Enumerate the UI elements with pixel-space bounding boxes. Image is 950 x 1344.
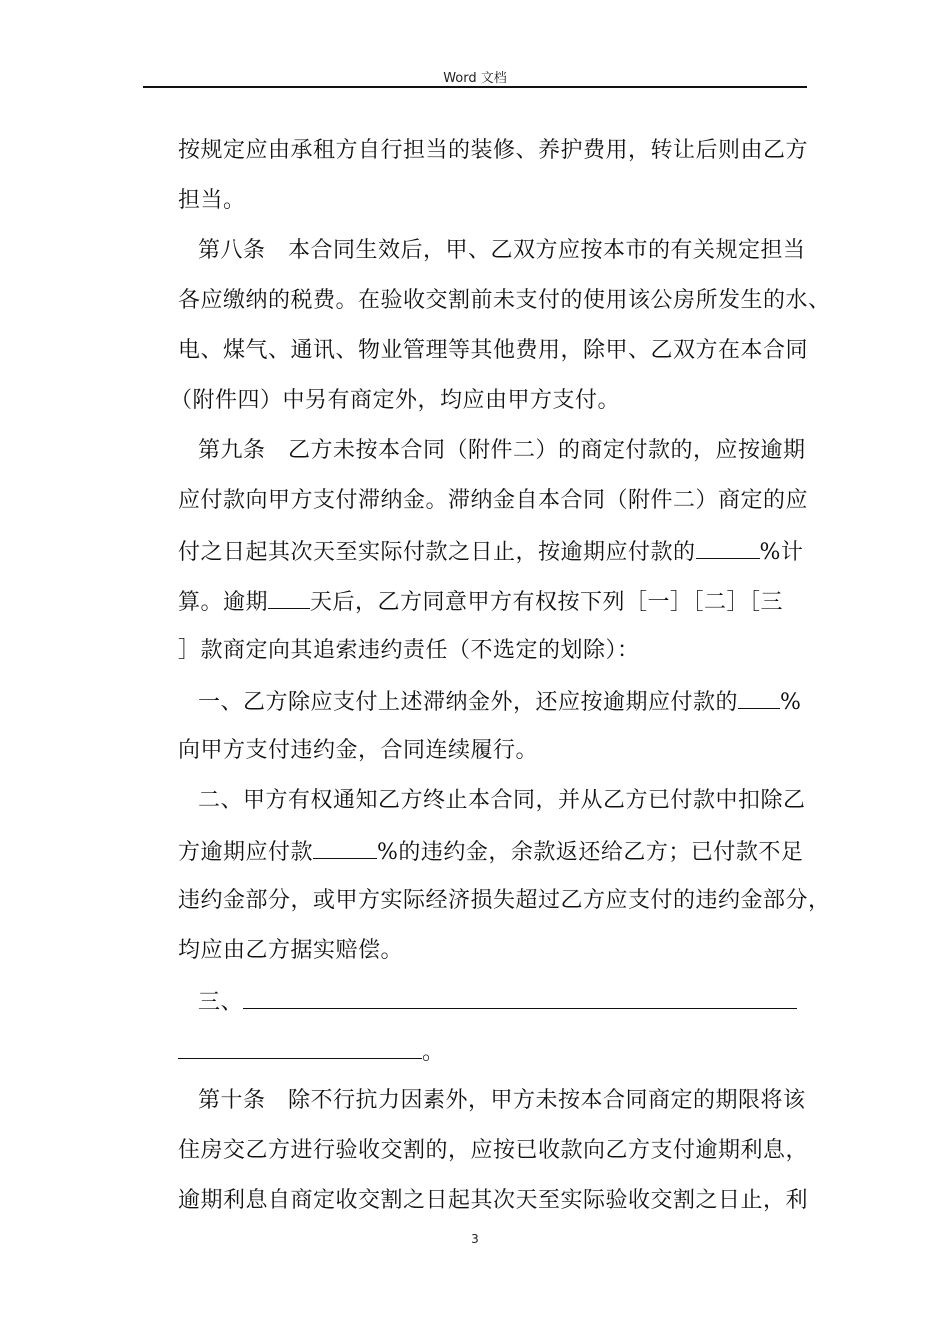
- line-text: %: [780, 690, 802, 715]
- line-text: 。: [422, 1040, 445, 1065]
- body-line: 住房交乙方进行验收交割的，应按已收款向乙方支付逾期利息，: [178, 1138, 809, 1163]
- body-line: 违约金部分，或甲方实际经济损失超过乙方应支付的违约金部分，: [178, 888, 831, 913]
- line-text: 方逾期应付款: [178, 840, 314, 865]
- article-10-line: 第十条 除不行抗力因素外，甲方未按本合同商定的期限将该: [198, 1088, 806, 1113]
- header-divider: [143, 86, 807, 88]
- line-text: %的违约金，余款返还给乙方；已付款不足: [377, 840, 804, 865]
- fill-in-blank[interactable]: [313, 836, 377, 859]
- body-line: （附件四）中另有商定外，均应由甲方支付。: [170, 388, 621, 413]
- body-line-with-blank: [178, 586, 818, 618]
- clause-3-line: [198, 986, 838, 1018]
- page-header-title: Word 文档: [443, 71, 507, 86]
- fill-in-blank[interactable]: [696, 536, 760, 559]
- line-text: %计: [759, 540, 804, 565]
- line-text: 一、乙方除应支付上述滞纳金外，还应按逾期应付款的: [198, 690, 739, 715]
- body-line: 逾期利息自商定收交割之日起其次天至实际验收交割之日止，利: [178, 1188, 809, 1213]
- clause-2-line: 二、甲方有权通知乙方终止本合同，并从乙方已付款中扣除乙: [198, 788, 806, 813]
- article-8-line: 第八条 本合同生效后，甲、乙双方应按本市的有关规定担当: [198, 238, 806, 263]
- body-line: 各应缴纳的税费。在验收交割前未支付的使用该公房所发生的水、: [178, 288, 831, 313]
- line-text: 付之日起其次天至实际付款之日止，按逾期应付款的: [178, 540, 696, 565]
- body-line: 按规定应由承租方自行担当的装修、养护费用，转让后则由乙方: [178, 138, 809, 163]
- body-line: 应付款向甲方支付滞纳金。滞纳金自本合同（附件二）商定的应: [178, 488, 809, 513]
- fill-in-blank[interactable]: [178, 1036, 422, 1059]
- body-line: 向甲方支付违约金，合同连续履行。: [178, 738, 539, 763]
- line-text: 算。逾期: [178, 590, 269, 615]
- body-line-with-blank: [178, 836, 818, 868]
- line-text: 天后，乙方同意甲方有权按下列［一］［二］［三: [310, 590, 784, 615]
- clause-3-continuation: [178, 1036, 818, 1068]
- fill-in-blank-long[interactable]: [243, 986, 797, 1009]
- fill-in-blank[interactable]: [738, 686, 780, 709]
- clause-1-line: [198, 686, 838, 718]
- body-line: ］款商定向其追索违约责任（不选定的划除）：: [178, 638, 640, 663]
- body-line: 担当。: [178, 188, 246, 213]
- body-line: 电、煤气、通讯、物业管理等其他费用，除甲、乙双方在本合同: [178, 338, 809, 363]
- page-number: 3: [471, 1232, 479, 1246]
- line-text: 三、: [198, 990, 244, 1015]
- fill-in-blank[interactable]: [268, 586, 310, 609]
- body-line-with-blank: [178, 536, 818, 568]
- body-line: 均应由乙方据实赔偿。: [178, 938, 404, 963]
- article-9-line: 第九条 乙方未按本合同（附件二）的商定付款的，应按逾期: [198, 438, 806, 463]
